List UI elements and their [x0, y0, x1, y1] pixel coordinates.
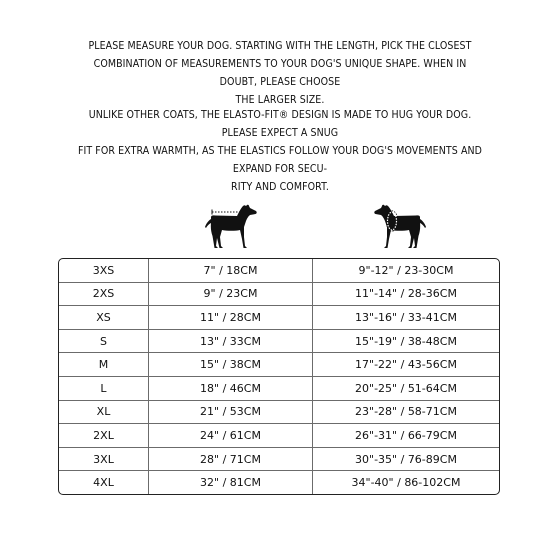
- size-cell: M: [59, 353, 149, 377]
- size-chart-table: [58, 258, 500, 495]
- girth-cell: 11"-14" / 28-36CM: [313, 283, 499, 307]
- girth-cell: 30"-35" / 76-89CM: [313, 448, 499, 472]
- table-row: [59, 448, 499, 472]
- length-cell: 9" / 23CM: [149, 283, 313, 307]
- table-row: [59, 259, 499, 283]
- girth-cell: 13"-16" / 33-41CM: [313, 306, 499, 330]
- table-row: [59, 424, 499, 448]
- size-cell: L: [59, 377, 149, 401]
- table-row: [59, 330, 499, 354]
- intro-paragraph-measure: PLEASE MEASURE YOUR DOG. STARTING WITH THE LENGTH, PICK THE CLOSEST COMBINATION OF MEASUREMENTS TO YOUR DOG'S UNIQUE SHAPE. WHEN IN DOUBT, PLEASE CHOOSE THE LARGER SIZE.: [88, 39, 472, 106]
- size-cell: XS: [59, 306, 149, 330]
- table-row: [59, 401, 499, 425]
- length-cell: 28" / 71CM: [149, 448, 313, 472]
- girth-cell: 20"-25" / 51-64CM: [313, 377, 499, 401]
- table-row: [59, 377, 499, 401]
- girth-cell: 9"-12" / 23-30CM: [313, 259, 499, 283]
- length-cell: 15" / 38CM: [149, 353, 313, 377]
- girth-cell: 23"-28" / 58-71CM: [313, 401, 499, 425]
- size-cell: 3XS: [59, 259, 149, 283]
- dog-girth-measure-icon: [372, 203, 428, 251]
- girth-cell: 17"-22" / 43-56CM: [313, 353, 499, 377]
- size-cell: 2XL: [59, 424, 149, 448]
- girth-cell: 34"-40" / 86-102CM: [351, 476, 461, 490]
- length-cell: 21" / 53CM: [149, 401, 313, 425]
- length-cell: 13" / 33CM: [149, 330, 313, 354]
- table-row: [59, 306, 499, 330]
- length-cell: 11" / 28CM: [149, 306, 313, 330]
- dog-length-measure-icon: [203, 203, 259, 251]
- length-cell: 7" / 18CM: [149, 259, 313, 283]
- girth-cell: 15"-19" / 38-48CM: [313, 330, 499, 354]
- table-row: [59, 283, 499, 307]
- girth-cell: 26"-31" / 66-79CM: [313, 424, 499, 448]
- length-cell: 32" / 81CM: [149, 471, 313, 494]
- intro-paragraph-fit: UNLIKE OTHER COATS, THE ELASTO-FIT® DESIGN IS MADE TO HUG YOUR DOG. PLEASE EXPECT A SNUG FIT FOR EXTRA WARMTH, AS THE ELASTICS FOLLOW YOUR DOG'S MOVEMENTS AND EXPAND FOR SECU- RITY AND COMFORT.: [77, 108, 483, 193]
- size-cell: 4XL: [59, 471, 149, 494]
- size-cell: XL: [59, 401, 149, 425]
- size-cell: S: [59, 330, 149, 354]
- length-cell: 18" / 46CM: [149, 377, 313, 401]
- length-cell: 24" / 61CM: [149, 424, 313, 448]
- size-cell: 3XL: [59, 448, 149, 472]
- table-row: [59, 471, 499, 494]
- table-row: [59, 353, 499, 377]
- size-cell: 2XS: [59, 283, 149, 307]
